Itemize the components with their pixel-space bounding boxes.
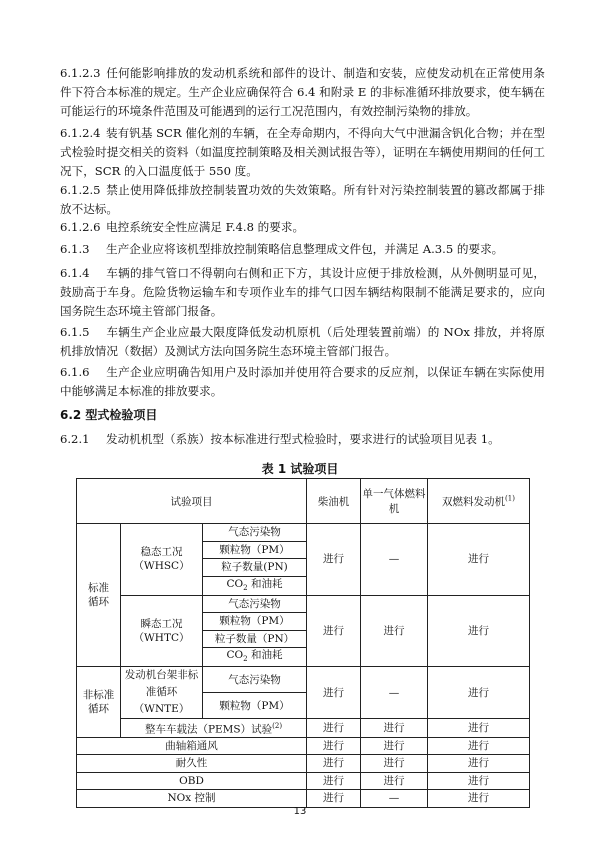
whsc-code: （WHSC） (133, 560, 190, 573)
pems-diesel: 进行 (307, 719, 361, 738)
table-row (77, 667, 530, 693)
row-dual: 进行 (428, 755, 530, 773)
pollutant-pn: 粒子数量（PN） (203, 630, 307, 648)
pollutant-co2 (203, 576, 307, 595)
footnote-marker: (2) (272, 722, 283, 731)
wnte-cell: 发动机台架非标准循环（WNTE） (121, 667, 203, 719)
co2-suffix: 和油耗 (247, 577, 283, 590)
paragraph-6-1-2-6 (60, 218, 545, 237)
standard-cycle-cell (77, 524, 121, 667)
whsc-cell (121, 524, 203, 596)
whsc-dual: 进行 (428, 524, 530, 596)
nonstandard-cycle-label: 非标准循环 (82, 688, 115, 715)
pollutant-gaseous: 气态污染物 (203, 595, 307, 613)
row-diesel: 进行 (307, 772, 361, 790)
co2-subscript: 2 (243, 583, 248, 592)
clause-number: 6.1.3 (60, 242, 90, 256)
clause-text: 生产企业应明确告知用户及时添加并使用符合要求的反应剂，以保证车辆在实际使用中能够满足本标准的排放要求。 (60, 365, 545, 398)
paragraph-6-1-2-5 (60, 181, 545, 219)
wnte-gas: — (361, 667, 428, 719)
clause-number: 6.2.1 (60, 432, 90, 446)
whtc-diesel: 进行 (307, 595, 361, 667)
pems-gas: 进行 (361, 719, 428, 738)
pems-name: 整车车载法（PEMS）试验 (144, 723, 273, 736)
paragraph-6-1-2-4 (60, 124, 545, 181)
clause-text: 任何能影响排放的发动机系统和部件的设计、制造和安装，应使发动机在正常使用条件下符合本标准的规定。生产企业应确保符合 6.4 和附录 E 的非标准循环排放要求，使车辆在可能运行的环境条件范围及可能遇到的运行工况范围内，有效控制污染物的排放。 (60, 66, 545, 118)
row-dual: 进行 (428, 737, 530, 755)
clause-number: 6.1.2.3 (60, 66, 101, 80)
row-gas: 进行 (361, 772, 428, 790)
whsc-gas: — (361, 524, 428, 596)
paragraph-6-1-5 (60, 323, 545, 361)
whtc-code: （WHTC） (133, 631, 190, 644)
clause-text: 车辆生产企业应最大限度降低发动机原机（后处理装置前端）的 NOx 排放，并将原机排放情况（数据）及测试方法向国务院生态环境主管部门报告。 (60, 325, 545, 358)
row-name: 耐久性 (77, 755, 307, 773)
header-diesel: 柴油机 (307, 479, 361, 524)
row-name: OBD (77, 772, 307, 790)
header-single-gas: 单一气体燃料机 (361, 479, 428, 524)
clause-number: 6.1.2.4 (60, 126, 101, 140)
whtc-dual: 进行 (428, 595, 530, 667)
clause-text: 车辆的排气管口不得朝向右侧和正下方，其设计应便于排放检测，从外侧明显可见，鼓励高于车身。危险货物运输车和专项作业车的排气口因车辆结构限制不能满足要求的，应向国务院生态环境主管部门报备。 (60, 266, 545, 318)
clause-number: 6.1.2.5 (60, 183, 101, 197)
header-dual-fuel-label: 双燃料发动机 (442, 495, 506, 508)
section-heading: 6.2 型式检验项目 (60, 408, 158, 422)
clause-text: 禁止使用降低排放控制装置功效的失效策略。所有针对污染控制装置的篡改都属于排放不达标。 (60, 183, 545, 216)
pollutant-pm: 颗粒物（PM） (203, 541, 307, 559)
table-row (77, 737, 530, 755)
clause-text: 装有钒基 SCR 催化剂的车辆，在全寿命期内，不得向大气中泄漏含钒化合物；并在型式检验时提交相关的资料（如温度控制策略及相关测试报告等），证明在车辆使用期间的任何工况下，SCR 的入口温度低于 550 度。 (60, 126, 545, 178)
clause-text: 生产企业应将该机型排放控制策略信息整理成文件包，并满足 A.3.5 的要求。 (106, 242, 504, 256)
row-dual: 进行 (428, 772, 530, 790)
table-row (77, 524, 530, 542)
pollutant-gaseous: 气态污染物 (203, 524, 307, 542)
clause-number: 6.1.4 (60, 266, 90, 280)
paragraph-6-1-3 (60, 240, 545, 259)
paragraph-6-1-2-3 (60, 64, 545, 121)
table-row (77, 772, 530, 790)
table-row (77, 719, 530, 738)
row-diesel: 进行 (307, 790, 361, 808)
pems-cell (121, 719, 307, 738)
table-caption: 表 1 试验项目 (261, 462, 339, 476)
paragraph-6-2-1 (60, 430, 545, 449)
wnte-dual: 进行 (428, 667, 530, 719)
paragraph-6-1-4 (60, 264, 545, 321)
row-name: 曲轴箱通风 (77, 737, 307, 755)
whsc-name: 稳态工况 (140, 546, 183, 559)
co2-prefix: CO (226, 577, 244, 590)
wnte-diesel: 进行 (307, 667, 361, 719)
pollutant-pm: 颗粒物（PM） (203, 693, 307, 719)
row-dual: 进行 (428, 790, 530, 808)
whsc-diesel: 进行 (307, 524, 361, 596)
footnote-marker: (1) (505, 494, 515, 502)
row-gas: 进行 (361, 755, 428, 773)
row-diesel: 进行 (307, 737, 361, 755)
whtc-name: 瞬态工况 (140, 617, 183, 630)
clause-number: 6.1.6 (60, 365, 90, 379)
row-name: NOx 控制 (77, 790, 307, 808)
pollutant-pm: 颗粒物（PM） (203, 613, 307, 631)
nonstandard-cycle-cell (77, 667, 121, 738)
page-number: 13 (293, 806, 307, 817)
clause-number: 6.1.5 (60, 325, 90, 339)
row-gas: — (361, 790, 428, 808)
co2-suffix: 和油耗 (247, 649, 283, 662)
paragraph-6-1-6 (60, 363, 545, 401)
table-row (77, 790, 530, 808)
whtc-cell (121, 595, 203, 667)
pollutant-co2 (203, 648, 307, 667)
co2-prefix: CO (226, 649, 244, 662)
header-test-item: 试验项目 (77, 479, 307, 524)
pollutant-gaseous: 气态污染物 (203, 667, 307, 693)
row-gas: 进行 (361, 737, 428, 755)
clause-text: 电控系统安全性应满足 F.4.8 的要求。 (106, 220, 305, 234)
table-row (77, 755, 530, 773)
clause-text: 发动机机型（系族）按本标准进行型式检验时，要求进行的试验项目见表 1。 (106, 432, 500, 446)
table-header-row (77, 479, 530, 524)
test-items-table (76, 478, 530, 808)
co2-subscript: 2 (243, 655, 248, 664)
clause-number: 6.1.2.6 (60, 220, 101, 234)
header-dual-fuel (428, 479, 530, 524)
pems-dual: 进行 (428, 719, 530, 738)
whtc-gas: 进行 (361, 595, 428, 667)
standard-cycle-label: 标准循环 (88, 582, 109, 609)
row-diesel: 进行 (307, 755, 361, 773)
pollutant-pn: 粒子数量(PN) (203, 559, 307, 577)
table-row (77, 595, 530, 613)
